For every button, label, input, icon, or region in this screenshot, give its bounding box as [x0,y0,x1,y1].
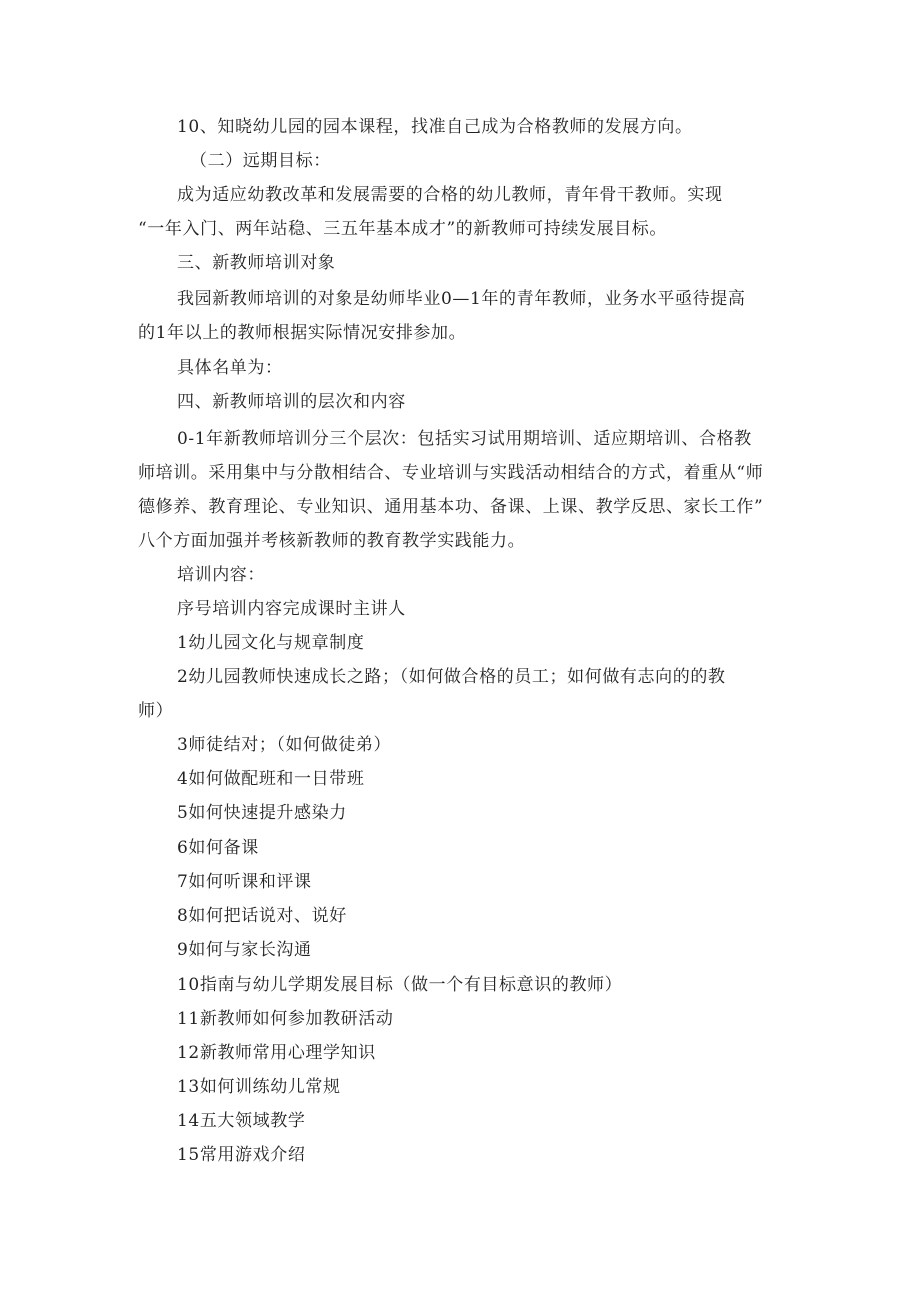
training-levels-line: 八个方面加强并考核新教师的教育教学实践能力。 [138,531,526,551]
training-item: 6如何备课 [177,838,259,858]
training-item: 8如何把话说对、说好 [177,906,347,926]
training-item: 7如何听课和评课 [177,872,312,892]
training-targets-line: 我园新教师培训的对象是幼师毕业0—1年的青年教师，业务水平亟待提高 [177,289,746,309]
training-content-label: 培训内容： [177,565,265,585]
section-4-heading: 四、新教师培训的层次和内容 [177,392,406,412]
section-3-heading: 三、新教师培训对象 [177,253,336,273]
training-item: 5如何快速提升感染力 [177,803,347,823]
long-term-goal-heading: （二）远期目标： [190,151,331,171]
training-item: 2幼儿园教师快速成长之路；（如何做合格的员工；如何做有志向的的教 [177,667,726,687]
training-targets-line: 的1年以上的教师根据实际情况安排参加。 [138,323,467,343]
training-item-continuation: 师） [138,701,174,721]
training-item: 10指南与幼儿学期发展目标（做一个有目标意识的教师） [177,975,623,995]
training-item: 15常用游戏介绍 [177,1145,306,1165]
long-term-goal-text-line: “一年入门、两年站稳、三五年基本成才”的新教师可持续发展目标。 [138,219,667,239]
training-levels-line: 师培训。采用集中与分散相结合、专业培训与实践活动相结合的方式，着重从“师 [138,463,764,483]
training-levels-line: 德修养、教育理论、专业知识、通用基本功、备课、上课、教学反思、家长工作” [138,497,764,517]
training-levels-line: 0-1年新教师培训分三个层次：包括实习试用期培训、适应期培训、合格教 [177,429,752,449]
training-item: 11新教师如何参加教研活动 [177,1009,394,1029]
name-list-label: 具体名单为： [177,358,283,378]
training-item: 3师徒结对；（如何做徒弟） [177,735,392,755]
training-item: 14五大领域教学 [177,1111,306,1131]
long-term-goal-text-line: 成为适应幼教改革和发展需要的合格的幼儿教师，青年骨干教师。实现 [177,185,723,205]
goal-10-paragraph: 10、知晓幼儿园的园本课程，找准自己成为合格教师的发展方向。 [177,117,693,137]
training-item: 9如何与家长沟通 [177,940,312,960]
training-item: 13如何训练幼儿常规 [177,1077,341,1097]
training-item: 12新教师常用心理学知识 [177,1043,376,1063]
training-item: 4如何做配班和一日带班 [177,769,365,789]
training-item: 1幼儿园文化与规章制度 [177,633,365,653]
training-table-header: 序号培训内容完成课时主讲人 [177,599,406,619]
